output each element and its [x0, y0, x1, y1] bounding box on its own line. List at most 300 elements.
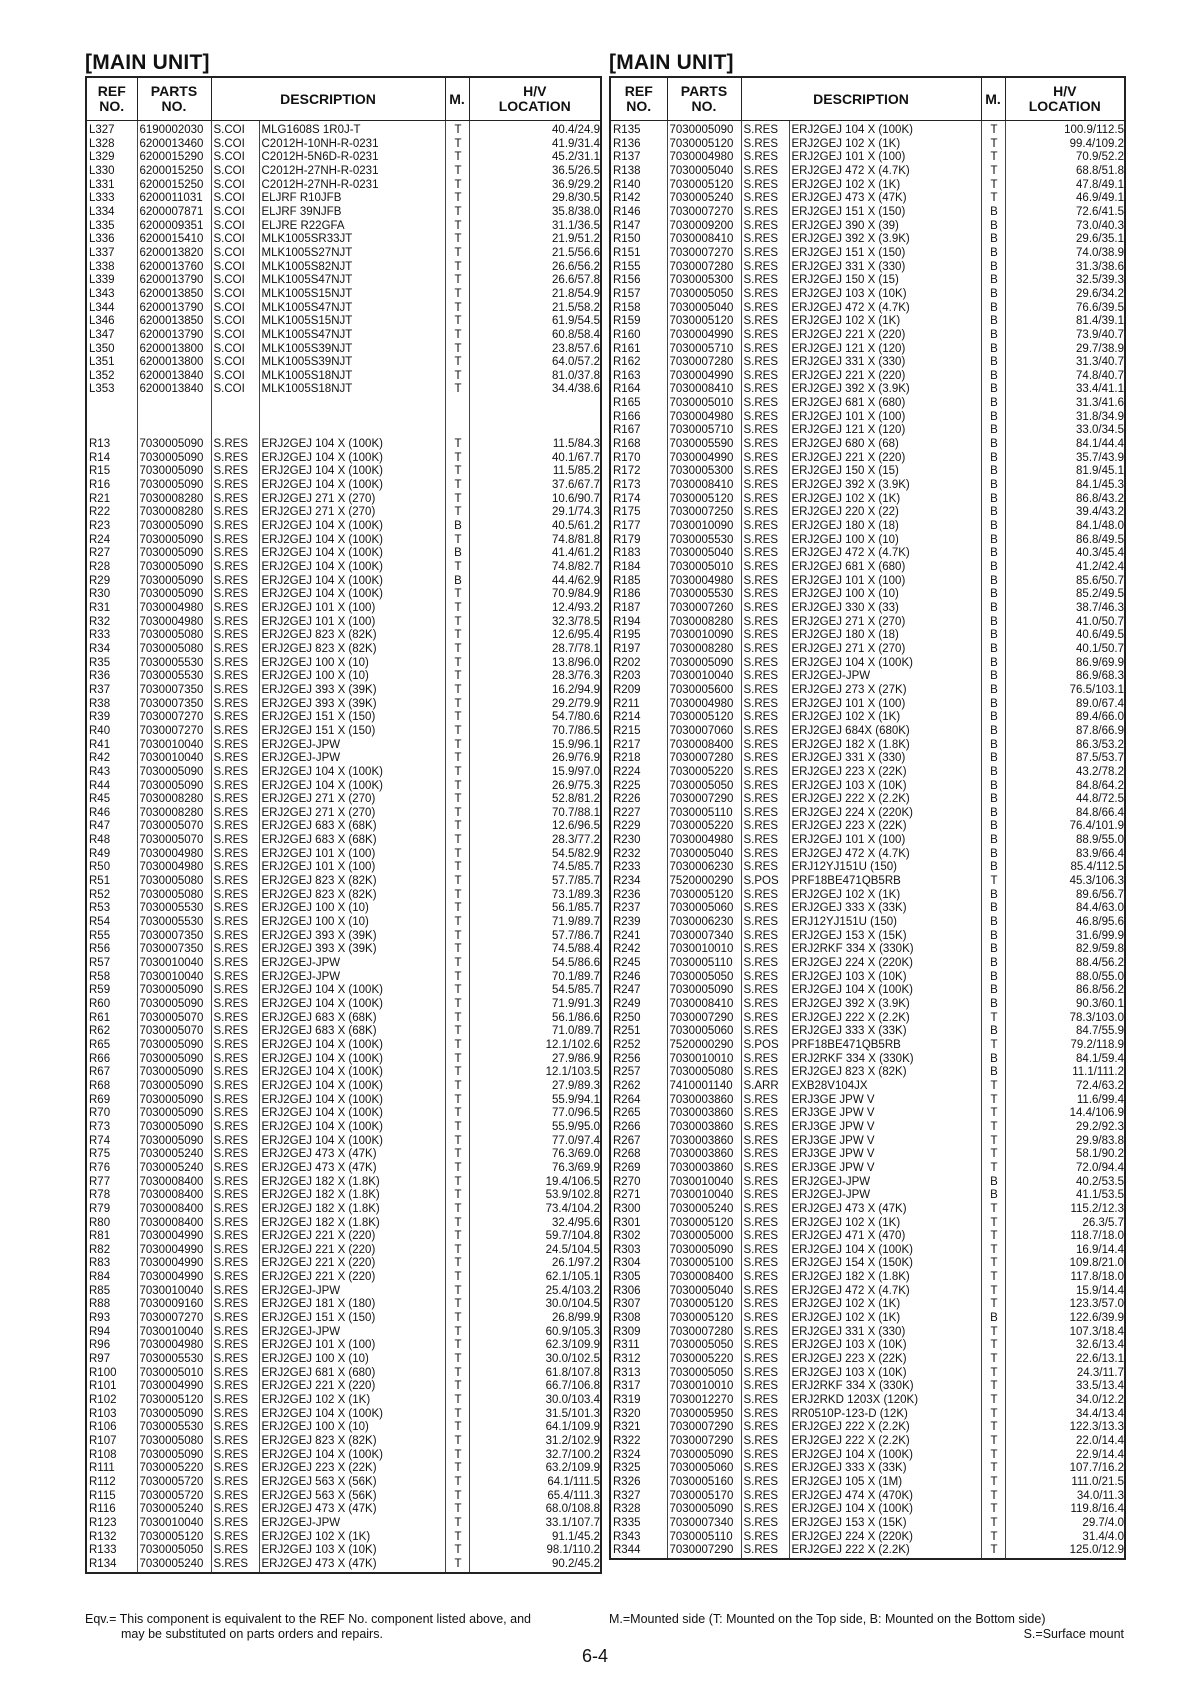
- parts-no-cell: 6200015290: [137, 151, 211, 165]
- mounted-side-cell: B: [981, 780, 1005, 794]
- description-cell: ERJ2GEJ 153 X (15K): [789, 930, 981, 944]
- ref-no-cell: R93: [86, 1312, 137, 1326]
- table-row: [86, 1080, 601, 1094]
- table-row: [610, 261, 1125, 275]
- mounted-side-cell: T: [445, 561, 469, 575]
- ref-no-cell: R164: [610, 383, 667, 397]
- part-type-cell: S.RES: [211, 1408, 259, 1422]
- parts-no-cell: 7030004990: [667, 329, 741, 343]
- part-type-cell: S.RES: [741, 984, 789, 998]
- part-type-cell: S.RES: [741, 1517, 789, 1531]
- part-type-cell: S.RES: [741, 957, 789, 971]
- mounted-side-cell: T: [445, 329, 469, 343]
- ref-no-cell: L350: [86, 343, 137, 357]
- parts-no-cell: 7030005530: [667, 588, 741, 602]
- table-row: [610, 1285, 1125, 1299]
- ref-no-cell: R49: [86, 848, 137, 862]
- ref-no-cell: R232: [610, 848, 667, 862]
- table-row: [86, 1176, 601, 1190]
- table-row: [610, 493, 1125, 507]
- mounted-side-cell: T: [445, 698, 469, 712]
- mounted-side-cell: T: [445, 602, 469, 616]
- mounted-side-cell: T: [445, 1162, 469, 1176]
- ref-no-cell: R83: [86, 1257, 137, 1271]
- parts-no-cell: 7030004990: [137, 1257, 211, 1271]
- description-cell: ERJ2GEJ 101 X (100): [789, 575, 981, 589]
- description-cell: ERJ2GEJ 100 X (10): [259, 1421, 445, 1435]
- part-type-cell: S.RES: [741, 247, 789, 261]
- location-cell: 15.9/96.1: [469, 739, 601, 753]
- ref-no-cell: R102: [86, 1394, 137, 1408]
- ref-no-cell: L336: [86, 233, 137, 247]
- mounted-side-cell: B: [981, 957, 1005, 971]
- ref-no-cell: L346: [86, 315, 137, 329]
- ref-no-cell: R246: [610, 971, 667, 985]
- ref-no-cell: R300: [610, 1203, 667, 1217]
- location-cell: 52.8/81.2: [469, 793, 601, 807]
- ref-no-cell: R58: [86, 971, 137, 985]
- mounted-side-cell: T: [445, 643, 469, 657]
- mounted-side-cell: T: [981, 1285, 1005, 1299]
- description-cell: ERJ2GEJ 180 X (18): [789, 520, 981, 534]
- description-cell: ERJ2GEJ 101 X (100): [259, 602, 445, 616]
- mounted-side-cell: T: [445, 179, 469, 193]
- description-cell: ERJ2GEJ 104 X (100K): [259, 1449, 445, 1463]
- description-cell: ERJ2GEJ 101 X (100): [259, 861, 445, 875]
- description-cell: C2012H-5N6D-R-0231: [259, 151, 445, 165]
- mounted-side-cell: B: [981, 616, 1005, 630]
- parts-no-cell: 6200013460: [137, 138, 211, 152]
- parts-no-cell: 7030004980: [667, 411, 741, 425]
- ref-no-cell: R70: [86, 1107, 137, 1121]
- table-row: [86, 780, 601, 794]
- mounted-side-cell: T: [981, 1449, 1005, 1463]
- part-type-cell: S.RES: [211, 1353, 259, 1367]
- location-cell: 31.6/99.9: [1005, 930, 1125, 944]
- part-type-cell: S.RES: [741, 1312, 789, 1326]
- location-cell: 86.9/68.3: [1005, 670, 1125, 684]
- location-cell: 40.6/49.5: [1005, 629, 1125, 643]
- header-ref-no: REF NO.: [610, 77, 667, 121]
- parts-no-cell: 7030005220: [667, 1353, 741, 1367]
- ref-no-cell: R82: [86, 1244, 137, 1258]
- parts-no-cell: 7030006230: [667, 916, 741, 930]
- part-type-cell: S.RES: [741, 206, 789, 220]
- part-type-cell: S.RES: [741, 1503, 789, 1517]
- ref-no-cell: R159: [610, 315, 667, 329]
- right-table-header: [610, 77, 1125, 121]
- table-row: [86, 165, 601, 179]
- location-cell: 56.1/86.6: [469, 1012, 601, 1026]
- table-row: [86, 356, 601, 370]
- mounted-side-cell: B: [981, 861, 1005, 875]
- location-cell: 54.5/86.6: [469, 957, 601, 971]
- description-cell: ERJ2GEJ 224 X (220K): [789, 1531, 981, 1545]
- mounted-side-cell: B: [981, 356, 1005, 370]
- table-row: [610, 1039, 1125, 1053]
- location-cell: 79.2/118.9: [1005, 1039, 1125, 1053]
- parts-no-cell: [137, 397, 211, 411]
- ref-no-cell: R35: [86, 657, 137, 671]
- description-cell: ERJ2GEJ 472 X (4.7K): [789, 848, 981, 862]
- location-cell: 74.8/82.7: [469, 561, 601, 575]
- description-cell: ERJ2GEJ-JPW: [259, 752, 445, 766]
- ref-no-cell: R103: [86, 1408, 137, 1422]
- description-cell: ERJ2GEJ 101 X (100): [259, 1339, 445, 1353]
- table-row: [610, 506, 1125, 520]
- part-type-cell: S.RES: [741, 1367, 789, 1381]
- part-type-cell: S.RES: [741, 370, 789, 384]
- ref-no-cell: R76: [86, 1162, 137, 1176]
- ref-no-cell: R106: [86, 1421, 137, 1435]
- mounted-side-cell: T: [445, 902, 469, 916]
- table-row: [86, 1244, 601, 1258]
- table-row: [86, 848, 601, 862]
- table-row: [86, 588, 601, 602]
- part-type-cell: S.ARR: [741, 1080, 789, 1094]
- parts-no-cell: 7030005120: [137, 1394, 211, 1408]
- description-cell: ERJ2GEJ 333 X (33K): [789, 1025, 981, 1039]
- mounted-side-cell: B: [981, 657, 1005, 671]
- table-row: [86, 1408, 601, 1422]
- location-cell: 47.8/49.1: [1005, 179, 1125, 193]
- mounted-side-cell: B: [445, 547, 469, 561]
- location-cell: 70.7/88.1: [469, 807, 601, 821]
- parts-no-cell: 7030007250: [667, 506, 741, 520]
- description-cell: ERJ2GEJ 223 X (22K): [789, 820, 981, 834]
- parts-no-cell: 7030005120: [667, 1217, 741, 1231]
- description-cell: ERJ2GEJ 151 X (150): [789, 247, 981, 261]
- ref-no-cell: R38: [86, 698, 137, 712]
- mounted-side-cell: T: [445, 1544, 469, 1558]
- mounted-side-cell: T: [445, 930, 469, 944]
- table-row: [610, 1012, 1125, 1026]
- table-row: [610, 1435, 1125, 1449]
- ref-no-cell: R313: [610, 1367, 667, 1381]
- table-row: [610, 575, 1125, 589]
- mounted-side-cell: T: [445, 1257, 469, 1271]
- part-type-cell: S.COI: [211, 288, 259, 302]
- location-cell: 76.3/69.0: [469, 1148, 601, 1162]
- part-type-cell: S.RES: [211, 1476, 259, 1490]
- ref-no-cell: R183: [610, 547, 667, 561]
- location-cell: 29.2/79.9: [469, 698, 601, 712]
- ref-no-cell: R30: [86, 588, 137, 602]
- description-cell: MLK1005S39NJT: [259, 343, 445, 357]
- parts-no-cell: 7030005050: [667, 971, 741, 985]
- description-cell: MLK1005S47NJT: [259, 302, 445, 316]
- table-row: [610, 807, 1125, 821]
- parts-no-cell: 7030008410: [667, 233, 741, 247]
- mounted-side-cell: T: [981, 1326, 1005, 1340]
- mounted-side-cell: T: [445, 261, 469, 275]
- description-cell: ERJ2GEJ 100 X (10): [789, 588, 981, 602]
- parts-no-cell: 7030008280: [667, 616, 741, 630]
- part-type-cell: S.RES: [211, 1435, 259, 1449]
- table-row: [610, 1176, 1125, 1190]
- table-row: [610, 1353, 1125, 1367]
- parts-no-cell: 7030005060: [667, 1462, 741, 1476]
- ref-no-cell: R215: [610, 725, 667, 739]
- parts-no-cell: 7030005050: [667, 780, 741, 794]
- table-row: [610, 711, 1125, 725]
- part-type-cell: S.RES: [211, 916, 259, 930]
- table-row: [86, 889, 601, 903]
- parts-no-cell: 7030008400: [667, 739, 741, 753]
- parts-no-cell: 7030005720: [137, 1490, 211, 1504]
- mounted-side-cell: B: [981, 302, 1005, 316]
- table-row: [86, 121, 601, 138]
- description-cell: ERJ2GEJ 271 X (270): [789, 643, 981, 657]
- parts-no-cell: 7030005120: [667, 889, 741, 903]
- description-cell: ERJ2GEJ 103 X (10K): [789, 288, 981, 302]
- description-cell: C2012H-27NH-R-0231: [259, 165, 445, 179]
- ref-no-cell: R137: [610, 151, 667, 165]
- ref-no-cell: R51: [86, 875, 137, 889]
- description-cell: ERJ2GEJ 223 X (22K): [789, 766, 981, 780]
- description-cell: ERJ2GEJ 473 X (47K): [789, 1203, 981, 1217]
- parts-no-cell: 6200013820: [137, 247, 211, 261]
- table-row: [86, 1066, 601, 1080]
- description-cell: ERJ2GEJ 104 X (100K): [789, 1503, 981, 1517]
- ref-no-cell: R250: [610, 1012, 667, 1026]
- table-row: [86, 261, 601, 275]
- mounted-side-cell: T: [445, 1053, 469, 1067]
- description-cell: MLK1005S39NJT: [259, 356, 445, 370]
- mounted-side-cell: T: [445, 711, 469, 725]
- table-row: [86, 465, 601, 479]
- ref-no-cell: R302: [610, 1230, 667, 1244]
- parts-no-cell: 7030005530: [137, 902, 211, 916]
- table-row: [610, 1271, 1125, 1285]
- location-cell: 74.5/85.7: [469, 861, 601, 875]
- part-type-cell: S.RES: [741, 397, 789, 411]
- location-cell: 89.6/56.7: [1005, 889, 1125, 903]
- table-row: [610, 1189, 1125, 1203]
- location-cell: 21.5/56.6: [469, 247, 601, 261]
- part-type-cell: S.RES: [741, 1435, 789, 1449]
- description-cell: ERJ2GEJ 104 X (100K): [259, 1107, 445, 1121]
- parts-no-cell: 7030005720: [137, 1476, 211, 1490]
- location-cell: 85.2/49.5: [1005, 588, 1125, 602]
- ref-no-cell: R264: [610, 1094, 667, 1108]
- mounted-side-cell: T: [445, 1121, 469, 1135]
- mounted-side-cell: T: [445, 588, 469, 602]
- table-row: [86, 739, 601, 753]
- mounted-side-cell: T: [981, 1257, 1005, 1271]
- ref-no-cell: R79: [86, 1203, 137, 1217]
- description-cell: ERJ2GEJ 472 X (4.7K): [789, 547, 981, 561]
- parts-no-cell: 7030005090: [137, 984, 211, 998]
- description-cell: ERJ2GEJ 104 X (100K): [259, 1039, 445, 1053]
- mounted-side-cell: B: [981, 998, 1005, 1012]
- table-row: [86, 957, 601, 971]
- location-cell: 30.0/104.5: [469, 1298, 601, 1312]
- part-type-cell: S.RES: [741, 1066, 789, 1080]
- table-row: [86, 602, 601, 616]
- location-cell: 71.0/89.7: [469, 1025, 601, 1039]
- ref-no-cell: R16: [86, 479, 137, 493]
- description-cell: ERJ2GEJ 472 X (4.7K): [789, 165, 981, 179]
- location-cell: 45.2/31.1: [469, 151, 601, 165]
- table-row: [610, 1531, 1125, 1545]
- location-cell: 74.5/88.4: [469, 943, 601, 957]
- parts-no-cell: 7030007340: [667, 930, 741, 944]
- parts-no-cell: 7030005090: [137, 561, 211, 575]
- parts-no-cell: 7030005120: [667, 315, 741, 329]
- ref-no-cell: R40: [86, 725, 137, 739]
- part-type-cell: S.RES: [211, 752, 259, 766]
- location-cell: 86.8/43.2: [1005, 493, 1125, 507]
- mounted-side-cell: T: [445, 121, 469, 138]
- description-cell: MLK1005S47NJT: [259, 274, 445, 288]
- part-type-cell: S.RES: [741, 588, 789, 602]
- location-cell: 12.6/95.4: [469, 629, 601, 643]
- mounted-side-cell: B: [981, 424, 1005, 438]
- location-cell: 70.9/84.9: [469, 588, 601, 602]
- ref-no-cell: R322: [610, 1435, 667, 1449]
- table-row: [86, 1094, 601, 1108]
- mounted-side-cell: T: [445, 1531, 469, 1545]
- description-cell: MLK1005S82NJT: [259, 261, 445, 275]
- part-type-cell: S.COI: [211, 192, 259, 206]
- location-cell: 34.0/12.2: [1005, 1394, 1125, 1408]
- ref-no-cell: R247: [610, 984, 667, 998]
- parts-no-cell: 7030005090: [137, 1080, 211, 1094]
- mounted-side-cell: B: [981, 506, 1005, 520]
- table-row: [86, 1230, 601, 1244]
- table-row: [610, 1066, 1125, 1080]
- description-cell: ERJ2GEJ 392 X (3.9K): [789, 479, 981, 493]
- parts-no-cell: 7030005040: [667, 547, 741, 561]
- part-type-cell: S.RES: [741, 1230, 789, 1244]
- location-cell: 46.8/95.6: [1005, 916, 1125, 930]
- table-row: [610, 220, 1125, 234]
- description-cell: ERJ2GEJ 680 X (68): [789, 438, 981, 452]
- part-type-cell: S.RES: [211, 889, 259, 903]
- table-row: [86, 766, 601, 780]
- ref-no-cell: R48: [86, 834, 137, 848]
- ref-no-cell: R155: [610, 261, 667, 275]
- table-row: [610, 998, 1125, 1012]
- location-cell: 88.0/55.0: [1005, 971, 1125, 985]
- mounted-side-cell: T: [981, 1203, 1005, 1217]
- parts-no-cell: 7030009160: [137, 1298, 211, 1312]
- description-cell: MLK1005S18NJT: [259, 370, 445, 384]
- ref-no-cell: R13: [86, 438, 137, 452]
- location-cell: 70.1/89.7: [469, 971, 601, 985]
- location-cell: 119.8/16.4: [1005, 1503, 1125, 1517]
- part-type-cell: S.RES: [211, 1449, 259, 1463]
- table-row: [610, 848, 1125, 862]
- parts-no-cell: 7030010040: [137, 1517, 211, 1531]
- mounted-side-cell: T: [445, 493, 469, 507]
- part-type-cell: S.RES: [741, 1408, 789, 1422]
- table-row: [86, 138, 601, 152]
- description-cell: PRF18BE471QB5RB: [789, 1039, 981, 1053]
- parts-no-cell: 7030004990: [137, 1380, 211, 1394]
- parts-no-cell: 7030005090: [137, 438, 211, 452]
- table-row: [610, 1421, 1125, 1435]
- location-cell: 26.6/56.2: [469, 261, 601, 275]
- mounted-side-cell: T: [981, 1462, 1005, 1476]
- description-cell: ERJ2GEJ 104 X (100K): [259, 766, 445, 780]
- location-cell: 98.1/110.2: [469, 1544, 601, 1558]
- description-cell: ERJ2GEJ-JPW: [259, 957, 445, 971]
- parts-no-cell: 7520000290: [667, 1039, 741, 1053]
- part-type-cell: S.RES: [211, 739, 259, 753]
- part-type-cell: S.RES: [211, 1189, 259, 1203]
- description-cell: ERJ2GEJ 101 X (100): [789, 411, 981, 425]
- ref-no-cell: R45: [86, 793, 137, 807]
- right-section-title: [MAIN UNIT]: [609, 51, 734, 74]
- description-cell: ERJ2GEJ 104 X (100K): [259, 1066, 445, 1080]
- description-cell: ERJ2GEJ 150 X (15): [789, 274, 981, 288]
- parts-no-cell: 7030005090: [667, 1244, 741, 1258]
- table-row: [610, 520, 1125, 534]
- description-cell: ERJ2GEJ 823 X (82K): [259, 643, 445, 657]
- table-row: [610, 1257, 1125, 1271]
- ref-no-cell: R97: [86, 1353, 137, 1367]
- description-cell: ERJ2RKD 1203X (120K): [789, 1394, 981, 1408]
- part-type-cell: S.RES: [211, 657, 259, 671]
- mounted-side-cell: T: [445, 807, 469, 821]
- location-cell: 32.7/100.2: [469, 1449, 601, 1463]
- parts-no-cell: 7030007270: [137, 725, 211, 739]
- table-row: [86, 725, 601, 739]
- part-type-cell: S.RES: [741, 1476, 789, 1490]
- parts-no-cell: 7030005010: [137, 1367, 211, 1381]
- part-type-cell: S.RES: [211, 943, 259, 957]
- part-type-cell: S.RES: [211, 1367, 259, 1381]
- description-cell: ERJ2GEJ 683 X (68K): [259, 834, 445, 848]
- ref-no-cell: R344: [610, 1544, 667, 1559]
- location-cell: 33.0/34.5: [1005, 424, 1125, 438]
- ref-no-cell: R195: [610, 629, 667, 643]
- part-type-cell: S.RES: [211, 971, 259, 985]
- table-row: [86, 1135, 601, 1149]
- ref-no-cell: R266: [610, 1121, 667, 1135]
- description-cell: ERJ2GEJ 121 X (120): [789, 424, 981, 438]
- parts-no-cell: 7030005080: [137, 629, 211, 643]
- parts-no-cell: 7030005090: [137, 1449, 211, 1463]
- part-type-cell: [211, 424, 259, 438]
- parts-no-cell: 7030005070: [137, 820, 211, 834]
- parts-no-cell: 7030005530: [137, 916, 211, 930]
- table-row: [86, 438, 601, 452]
- description-cell: ERJ2GEJ 271 X (270): [259, 506, 445, 520]
- location-cell: 33.1/107.7: [469, 1517, 601, 1531]
- description-cell: ERJ2GEJ 393 X (39K): [259, 930, 445, 944]
- table-row: [86, 424, 601, 438]
- mounted-side-cell: T: [981, 1135, 1005, 1149]
- part-type-cell: S.POS: [741, 875, 789, 889]
- parts-no-cell: 7030005090: [137, 1408, 211, 1422]
- description-cell: ERJ2GEJ 221 X (220): [789, 329, 981, 343]
- table-row: [86, 1312, 601, 1326]
- table-row: [86, 752, 601, 766]
- mounted-side-cell: B: [981, 465, 1005, 479]
- parts-no-cell: 7030005090: [667, 657, 741, 671]
- part-type-cell: S.RES: [211, 957, 259, 971]
- location-cell: 40.4/24.9: [469, 121, 601, 138]
- part-type-cell: S.RES: [741, 807, 789, 821]
- table-row: [86, 793, 601, 807]
- description-cell: ERJ2GEJ 472 X (4.7K): [789, 1285, 981, 1299]
- mounted-side-cell: T: [445, 1476, 469, 1490]
- description-cell: ERJ2GEJ 473 X (47K): [259, 1558, 445, 1573]
- part-type-cell: S.COI: [211, 151, 259, 165]
